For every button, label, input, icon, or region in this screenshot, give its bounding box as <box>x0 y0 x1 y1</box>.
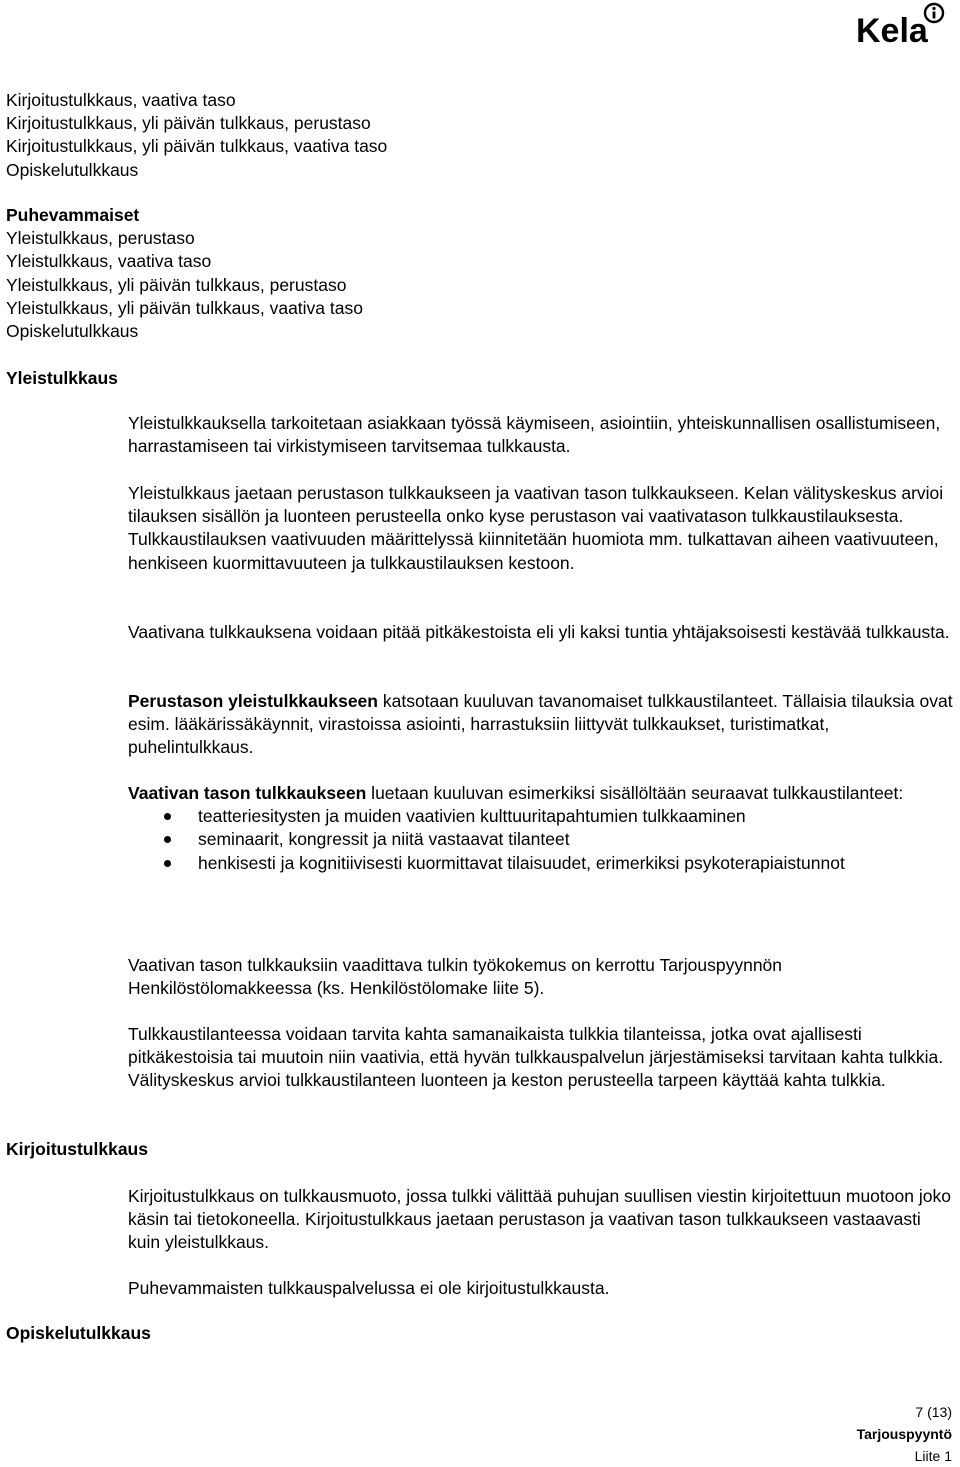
attachment-label: Liite 1 <box>914 1448 952 1464</box>
yleistulkkaus-p2: Yleistulkkaus jaetaan perustason tulkkaukseen ja vaativan tason tulkkaukseen. Kelan välityskeskus arvioi tilauksen sisällön ja luonteen perusteella onko kyse perustason vai vaativatason tulkkaustilauksesta. Tulkkaustilauksen vaativuuden määrittelyssä kiinnitetään huomiota mm. tulkattavan aiheen vaativuuteen, henkiseen kuormittavuuteen ja tulkkaustilauksen kestoon. <box>128 483 944 573</box>
section-heading: Puhevammaiset <box>6 205 140 225</box>
list-item: Kirjoitustulkkaus, yli päivän tulkkaus, vaativa taso <box>6 136 388 157</box>
bullet-item: teatteriesitysten ja muiden vaativien kulttuuritapahtumien tulkkaaminen <box>128 805 956 828</box>
svg-text:Kela: Kela <box>856 12 928 50</box>
kirjoitustulkkaus-heading: Kirjoitustulkkaus <box>6 1139 148 1159</box>
kirjoitustulkkaus-p1: Kirjoitustulkkaus on tulkkausmuoto, jossa tulkki välittää puhujan suullisen viestin kirjoitettuun muotoon joko käsin tai tietokoneella. Kirjoitustulkkaus jaetaan perustason ja vaativan tason tulkkaukseen vastaavasti kuin yleistulkkaus. <box>128 1186 951 1253</box>
yleistulkkaus-p4: Perustason yleistulkkaukseen katsotaan kuuluvan tavanomaiset tulkkaustilanteet. Tällaisia tilauksia ovat esim. lääkärissäkäynnit, virastoissa asiointi, harrastuksiin liittyvät tulkkaukset, turistimatkat, puhelintulkkaus. <box>128 691 953 758</box>
list-item: Opiskelutulkkaus <box>6 159 139 180</box>
bold-term: Perustason yleistulkkaukseen <box>128 691 378 711</box>
list-item: Kirjoitustulkkaus, vaativa taso <box>6 90 236 110</box>
bullet-list <box>128 805 956 875</box>
yleistulkkaus-heading: Yleistulkkaus <box>6 368 118 388</box>
document-title: Tarjouspyyntö <box>856 1426 952 1442</box>
bold-term: Vaativan tason tulkkaukseen <box>128 783 367 803</box>
opiskelutulkkaus-heading: Opiskelutulkkaus <box>6 1323 151 1343</box>
yleistulkkaus-p1: Yleistulkkauksella tarkoitetaan asiakkaan työssä käymiseen, asiointiin, yhteiskunnallisen osallistumiseen, harrastamiseen tai virkistymiseen tarvitsemaa tulkkausta. <box>128 413 941 457</box>
yleistulkkaus-p6: Vaativan tason tulkkauksiin vaadittava tulkin työkokemus on kerrottu Tarjouspyynnön Henkilöstölomakkeessa (ks. Henkilöstölomake liite 5). <box>128 955 783 999</box>
yleistulkkaus-p7: Tulkkaustilanteessa voidaan tarvita kahta samanaikaista tulkkia tilanteissa, jotka ovat ajallisesti pitkäkestoisia tai muutoin niin vaativia, että hyvän tulkkauspalvelun järjestämiseksi tarvitaan kahta tulkkia. Välityskeskus arvioi tulkkaustilanteen luonteen ja keston perusteella tarpeen käyttää kahta tulkkia. <box>128 1024 944 1091</box>
bullet-item: seminaarit, kongressit ja niitä vastaavat tilanteet <box>128 828 956 851</box>
list-item: Yleistulkkaus, vaativa taso <box>6 251 212 272</box>
bullet-item: henkisesti ja kognitiivisesti kuormittavat tilaisuudet, erimerkiksi psykoterapiaistunnot <box>128 852 956 875</box>
list-item: Yleistulkkaus, yli päivän tulkkaus, vaativa taso <box>6 297 363 318</box>
page-number: 7 (13) <box>915 1404 952 1420</box>
kirjoitustulkkaus-p2: Puhevammaisten tulkkauspalvelussa ei ole kirjoitustulkkausta. <box>128 1278 610 1298</box>
yleistulkkaus-p5: Vaativan tason tulkkaukseen luetaan kuuluvan esimerkiksi sisällöltään seuraavat tulkkaustilanteet: teatteriesitysten ja muiden vaativien kulttuuritapahtumien tulkkaaminen seminaarit, kongressit ja niitä vastaavat tilanteet henkisesti ja kognitiivisesti kuormittavat tilaisuudet, erimerkiksi psykoterapiaistunnot <box>128 782 956 875</box>
puhevammaiset-section <box>6 204 363 343</box>
list-item: Kirjoitustulkkaus, yli päivän tulkkaus, perustaso <box>6 113 371 134</box>
list-item: Opiskelutulkkaus <box>6 321 139 342</box>
page-footer <box>857 1401 952 1467</box>
kela-logo <box>856 2 946 50</box>
top-list <box>6 89 387 182</box>
list-item: Yleistulkkaus, perustaso <box>6 228 195 249</box>
list-item: Yleistulkkaus, yli päivän tulkkaus, perustaso <box>6 274 347 295</box>
yleistulkkaus-p3: Vaativana tulkkauksena voidaan pitää pitkäkestoista eli yli kaksi tuntia yhtäjaksoisesti kestävää tulkkausta. <box>128 622 950 642</box>
